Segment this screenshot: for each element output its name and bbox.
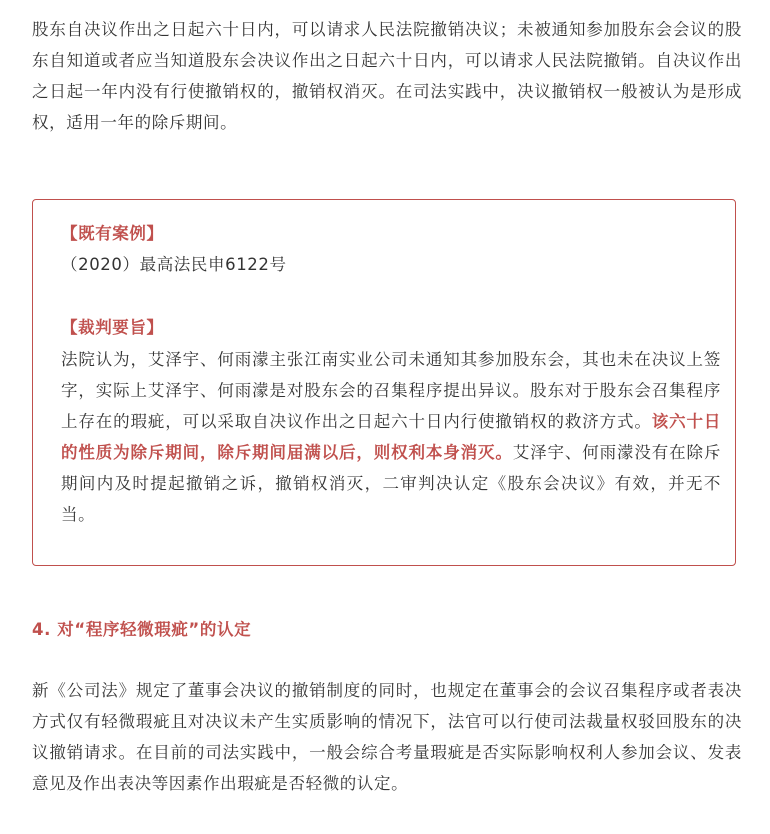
ruling-text-part2: 艾泽宇、何雨濛没有在除斥期间内及时提起撤销之诉，撤销权消灭，二审判决认定《股东会决议》有效，并无不当。 bbox=[61, 443, 721, 524]
intro-paragraph: 股东自决议作出之日起六十日内，可以请求人民法院撤销决议；未被通知参加股东会会议的股东自知道或者应当知道股东会决议作出之日起六十日内，可以请求人民法院撤销。自决议作出之日起一年内没有行使撤销权的，撤销权消灭。在司法实践中，决议撤销权一般被认为是形成权，适用一年的除斥期间。 bbox=[32, 20, 742, 132]
case-citation: （2020）最高法民申6122号 bbox=[61, 255, 287, 274]
ruling-text bbox=[61, 344, 721, 530]
case-box bbox=[32, 199, 736, 566]
closing-paragraph: 新《公司法》规定了董事会决议的撤销制度的同时，也规定在董事会的会议召集程序或者表决方式仅有轻微瑕疵且对决议未产生实质影响的情况下，法官可以行使司法裁量权驳回股东的决议撤销请求。在目前的司法实践中，一般会综合考量瑕疵是否实际影响权利人参加会议、发表意见及作出表决等因素作出瑕疵是否轻微的认定。 bbox=[32, 681, 742, 793]
section-heading: 4. 对“程序轻微瑕疵”的认定 bbox=[32, 620, 252, 639]
ruling-text-part1: 法院认为，艾泽宇、何雨濛主张江南实业公司未通知其参加股东会，其也未在决议上签字，实际上艾泽宇、何雨濛是对股东会的召集程序提出异议。股东对于股东会召集程序上存在的瑕疵，可以采取自决议作出之日起六十日内行使撤销权的救济方式。 bbox=[61, 350, 721, 431]
existing-case-heading: 【既有案例】 bbox=[61, 224, 164, 243]
ruling-heading: 【裁判要旨】 bbox=[61, 318, 164, 337]
ruling-text-emphasis: 该六十日的性质为除斥期间，除斥期间届满以后，则权利本身消灭。 bbox=[61, 412, 721, 462]
